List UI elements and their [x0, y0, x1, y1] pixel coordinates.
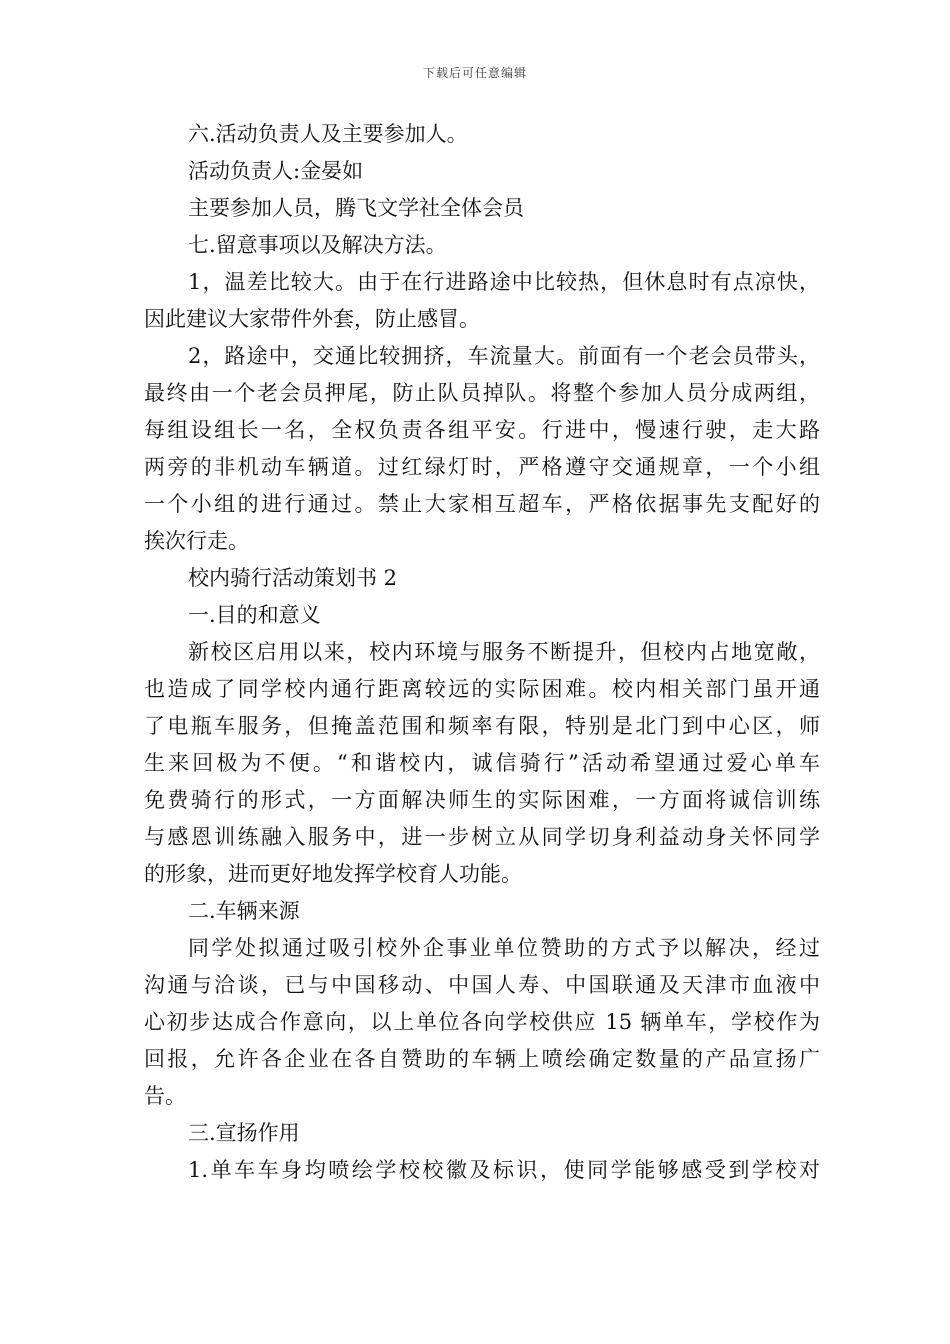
text-line: 与感恩训练融入服务中，进一步树立从同学切身利益动身关怀同学 — [144, 825, 820, 849]
text-line: 免费骑行的形式，一方面解决师生的实际困难，一方面将诚信训练 — [144, 788, 820, 812]
text-line: 生来回极为不便。“和谐校内，诚信骑行”活动希望通过爱心单车 — [144, 751, 820, 775]
document-body — [144, 116, 820, 1189]
text-line: 挨次行走。 — [144, 529, 249, 553]
text-line: 也造成了同学校内通行距离较远的实际困难。校内相关部门虽开通 — [144, 677, 820, 701]
text-line: 1，温差比较大。由于在行进路途中比较热，但休息时有点凉快， — [188, 270, 820, 294]
text-line: 六.活动负责人及主要参加人。 — [188, 122, 468, 146]
text-line: 一.目的和意义 — [188, 603, 321, 627]
text-line: 活动负责人:金晏如 — [188, 159, 364, 183]
text-line: 七.留意事项以及解决方法。 — [188, 233, 447, 257]
text-line: 回报，允许各企业在各自赞助的车辆上喷绘确定数量的产品宣扬广 — [144, 1047, 820, 1071]
text-line: 一个小组的进行通过。禁止大家相互超车，严格依据事先支配好的 — [144, 492, 820, 516]
text-line: 同学处拟通过吸引校外企事业单位赞助的方式予以解决，经过 — [188, 936, 820, 960]
page-header: 下载后可任意编辑 — [422, 66, 527, 80]
text-line: 心初步达成合作意向，以上单位各向学校供应 15 辆单车，学校作为 — [144, 1010, 820, 1034]
text-line: 新校区启用以来，校内环境与服务不断提升，但校内占地宽敞， — [188, 640, 820, 664]
text-line: 三.宣扬作用 — [188, 1121, 300, 1145]
text-line: 两旁的非机动车辆道。过红绿灯时，严格遵守交通规章，一个小组 — [144, 455, 820, 479]
text-line: 主要参加人员，腾飞文学社全体会员 — [188, 196, 524, 220]
text-line: 告。 — [144, 1084, 186, 1108]
text-line: 沟通与洽谈，已与中国移动、中国人寿、中国联通及天津市血液中 — [144, 973, 820, 997]
text-line: 最终由一个老会员押尾，防止队员掉队。将整个参加人员分成两组， — [144, 381, 820, 405]
text-line: 校内骑行活动策划书 2 — [188, 566, 398, 590]
text-line: 二.车辆来源 — [188, 899, 300, 923]
text-line: 因此建议大家带件外套，防止感冒。 — [144, 307, 480, 331]
text-line: 2，路途中，交通比较拥挤，车流量大。前面有一个老会员带头， — [188, 344, 820, 368]
text-line: 1.单车车身均喷绘学校校徽及标识，使同学能够感受到学校对 — [188, 1158, 820, 1182]
text-line: 每组设组长一名，全权负责各组平安。行进中，慢速行驶，走大路 — [144, 418, 820, 442]
text-line: 了电瓶车服务，但掩盖范围和频率有限，特别是北门到中心区，师 — [144, 714, 820, 738]
text-line: 的形象，进而更好地发挥学校育人功能。 — [144, 862, 522, 886]
